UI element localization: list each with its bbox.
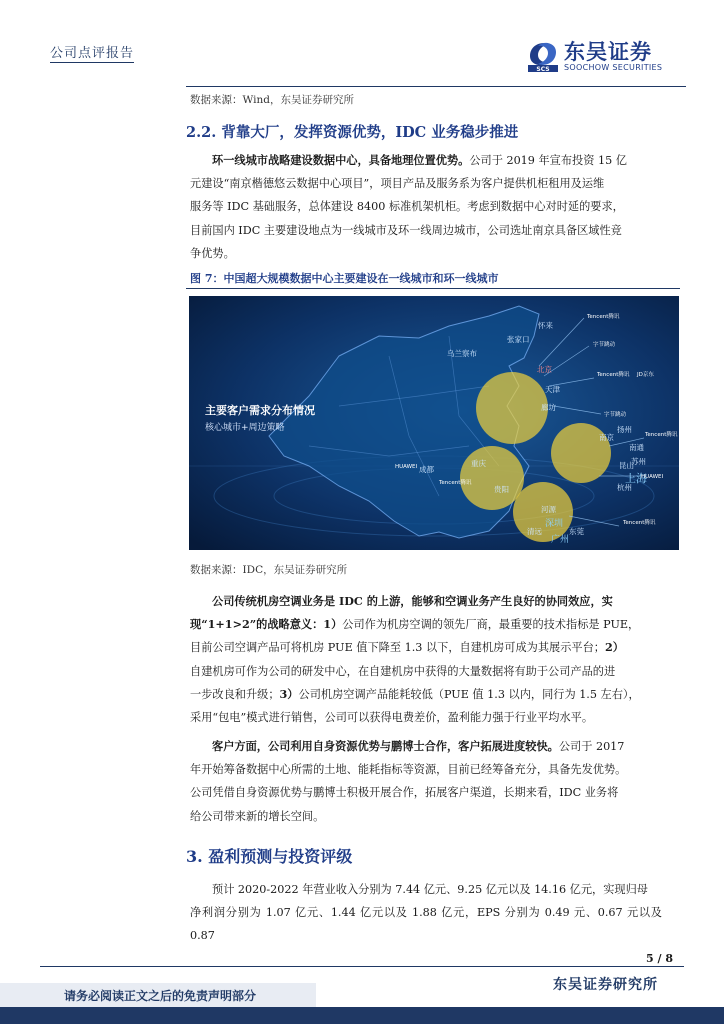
para-line: 采用“包电”模式进行销售，公司可以获得电费差价，盈利能力强于行业平均水平。 xyxy=(190,711,594,725)
map-overlay-subtitle: 核心城市+周边策略 xyxy=(205,423,285,433)
para-line: 给公司带来新的增长空间。 xyxy=(190,809,325,823)
city-label: 重庆 xyxy=(471,459,486,468)
footer-rule xyxy=(40,966,684,967)
header-rule xyxy=(186,86,686,87)
disclaimer-text: 请务必阅读正文之后的免责声明部分 xyxy=(64,989,257,1003)
city-label: 成都 xyxy=(419,465,434,474)
para-line: 争优势。 xyxy=(190,246,235,260)
paragraph-synergy xyxy=(190,590,662,729)
page-number: 5 / 8 xyxy=(646,952,673,965)
source-note-top: 数据来源：Wind，东吴证券研究所 xyxy=(190,94,354,106)
city-label: 南京 xyxy=(599,433,614,442)
logo-badge-text: SCS xyxy=(536,66,550,72)
para-line: 服务等 IDC 基础服务，总体建设 8400 标准机架机柜。考虑到数据中心对时延的要求， xyxy=(190,200,624,214)
report-type-label: 公司点评报告 xyxy=(50,42,134,63)
brand-tag: Tencent腾讯 xyxy=(623,520,656,526)
city-label: 广州 xyxy=(551,535,570,545)
brand-tag: Tencent腾讯 xyxy=(587,314,620,320)
city-label: 廊坊 xyxy=(541,403,556,412)
city-label: 东莞 xyxy=(569,527,584,536)
city-label: 北京 xyxy=(537,365,552,374)
source-note-figure-7: 数据来源：IDC，东吴证券研究所 xyxy=(190,564,348,576)
para-line: 元建设“南京楷德悠云数据中心项目”，项目产品及服务系为客户提供机柜租用及运维 xyxy=(190,177,605,191)
paragraph-idc-location xyxy=(190,149,662,265)
soochow-logo-icon xyxy=(526,38,560,72)
disclaimer-banner xyxy=(0,983,316,1007)
brand-name-en: SOOCHOW SECURITIES xyxy=(564,63,663,72)
para-line: 目前国内 IDC 主要建设地点为一线城市及环一线周边城市，公司选址南京具备区域性竞 xyxy=(190,223,622,237)
para-line: 自建机房可作为公司的研发中心，在自建机房中获得的大量数据将有助于公司产品的进 xyxy=(190,664,616,678)
footer-bar xyxy=(0,1007,724,1024)
city-label: 贵阳 xyxy=(494,485,509,494)
brand-tag: Tencent腾讯 xyxy=(645,432,678,438)
city-label: 昆山 xyxy=(619,461,634,470)
city-label: 乌兰察布 xyxy=(447,349,477,358)
brand-logo xyxy=(526,36,686,76)
brand-tag: 字节跳动 xyxy=(604,412,627,418)
para-line: 一步改良和升级；3）公司机房空调产品能耗较低（PUE 值 1.3 以内，同行为 1.5 左右）， xyxy=(190,686,640,701)
figure-7-title: 图 7：中国超大规模数据中心主要建设在一线城市和环一线城市 xyxy=(190,272,499,285)
city-label: 扬州 xyxy=(617,425,632,434)
para-line: 预计 2020-2022 年营业收入分别为 7.44 亿元、9.25 亿元以及 14.16 亿元，实现归母 xyxy=(212,883,648,896)
para-line: 环一线城市战略建设数据中心，具备地理位置优势。公司于 2019 年宣布投资 15 亿 xyxy=(212,153,627,167)
map-overlay-title: 主要客户需求分布情况 xyxy=(205,404,315,417)
city-label: 南通 xyxy=(629,443,644,452)
city-label: 张家口 xyxy=(507,335,530,344)
city-label: 苏州 xyxy=(631,457,646,466)
section-heading-2-2: 2.2. 背靠大厂，发挥资源优势，IDC 业务稳步推进 xyxy=(186,124,519,141)
city-label: 天津 xyxy=(545,385,560,394)
para-line: 现“1+1>2”的战略意义：1）公司作为机房空调的领先厂商，最重要的技术指标是 PUE， xyxy=(190,617,640,632)
brand-tag: HUAWEI xyxy=(641,474,664,480)
para-line: 客户方面，公司利用自身资源优势与鹏博士合作，客户拓展进度较快。公司于 2017 xyxy=(212,739,625,753)
para-line: 公司凭借自身资源优势与鹏博士积极开展合作，拓展客户渠道，长期来看，IDC 业务将 xyxy=(190,786,619,800)
para-line: 目前公司空调产品可将机房 PUE 值下降至 1.3 以下，自建机房可成为其展示平台；2） xyxy=(190,640,624,655)
brand-tag: HUAWEI xyxy=(395,464,418,470)
para-line: 公司传统机房空调业务是 IDC 的上游，能够和空调业务产生良好的协同效应，实 xyxy=(212,594,613,608)
china-datacenter-map xyxy=(189,296,679,550)
para-line: 净利润分别为 1.07 亿元、1.44 亿元以及 1.88 亿元，EPS 分别为 0.49 元、0.67 元以及 0.87 xyxy=(190,906,662,943)
city-label: 杭州 xyxy=(617,483,632,492)
brand-tag: Tencent腾讯 xyxy=(597,372,630,378)
section-heading-3: 3. 盈利预测与投资评级 xyxy=(186,847,353,866)
city-label: 上海 xyxy=(625,472,647,485)
brand-tag: Tencent腾讯 xyxy=(439,480,472,486)
city-label: 河源 xyxy=(541,505,556,514)
para-line: 年开始筹备数据中心所需的土地、能耗指标等资源，目前已经筹备充分，具备先发优势。 xyxy=(190,763,627,777)
city-label: 清远 xyxy=(527,527,542,536)
footer-brand: 东吴证券研究所 xyxy=(553,977,658,993)
brand-tag: JD京东 xyxy=(637,372,654,378)
paragraph-customers xyxy=(190,735,662,828)
figure-top-rule xyxy=(186,288,680,289)
brand-tag: 字节跳动 xyxy=(593,342,616,348)
city-label: 深圳 xyxy=(545,519,564,529)
brand-name-cn: 东吴证券 xyxy=(564,40,652,64)
city-label: 怀来 xyxy=(538,321,553,330)
paragraph-forecast xyxy=(190,878,662,948)
